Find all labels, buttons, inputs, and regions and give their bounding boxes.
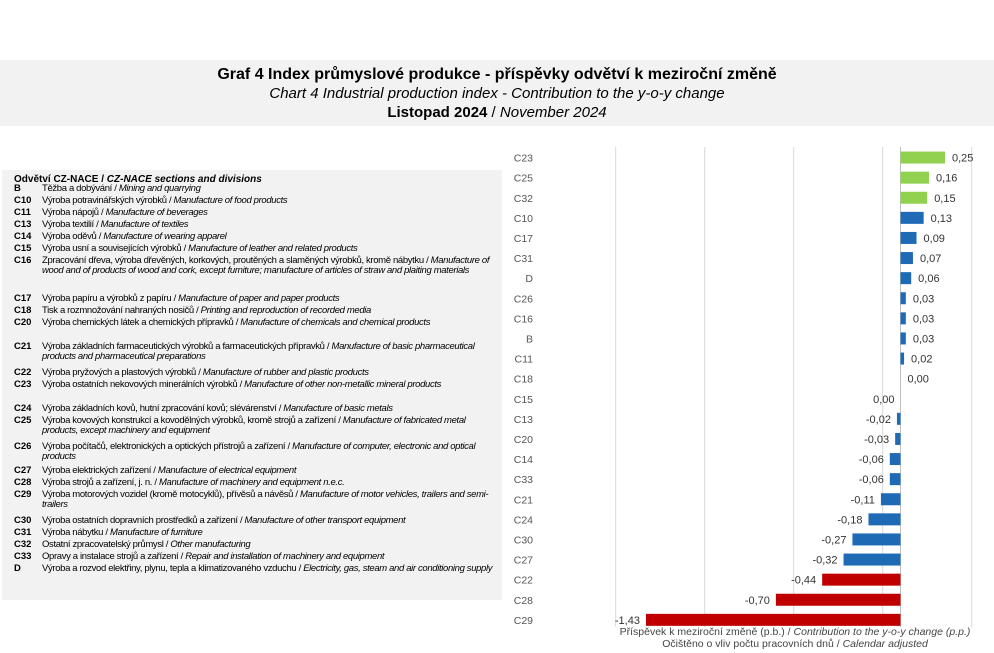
bar-c16 — [901, 312, 906, 324]
bar-c20 — [895, 433, 900, 445]
category-label-c21: C21 — [513, 494, 533, 507]
bar-c26 — [901, 292, 906, 304]
data-label-c10: 0,13 — [930, 212, 953, 225]
x-axis-label — [598, 626, 992, 638]
legend-description-en: Manufacture of fabricated metal products, except machinery and equipment — [42, 415, 466, 437]
legend-code: C26 — [14, 441, 32, 452]
bar-c24 — [868, 513, 900, 525]
category-label-c11: C11 — [514, 353, 533, 366]
data-label-c11: 0,02 — [911, 353, 933, 366]
bar-c27 — [844, 554, 901, 566]
data-label-c30: -0,27 — [821, 534, 847, 547]
legend-description-en: Manufacture of basic pharmaceutical products and pharmaceutical preparations — [42, 341, 475, 363]
calendar-note — [598, 638, 992, 650]
period-separator: / — [487, 104, 500, 121]
legend-code: D — [14, 563, 21, 574]
legend-code: C24 — [14, 403, 32, 414]
chart-footer — [598, 626, 992, 650]
legend-code: C31 — [14, 527, 32, 538]
legend-description-en: Manufacture of furniture — [110, 527, 203, 538]
legend-description-en: Manufacture of computer, electronic and optical products — [42, 441, 476, 463]
legend-description-en: Manufacture of machinery and equipment n.e.c. — [158, 477, 345, 488]
legend-description-cz: Výroba papíru a výrobků z papíru — [42, 293, 172, 304]
category-label-c27: C27 — [513, 554, 533, 567]
category-label-c23: C23 — [513, 152, 533, 165]
data-label-c13: -0,02 — [865, 413, 891, 426]
legend-description-cz: Výroba pryžových a plastových výrobků — [42, 367, 196, 378]
calendar-note-en: Calendar adjusted — [842, 638, 928, 650]
data-label-c23: 0,25 — [952, 152, 974, 165]
legend-code: C20 — [14, 317, 32, 328]
data-label-c32: 0,15 — [934, 192, 956, 205]
legend-description-en: Electricity, gas, steam and air conditioning supply — [303, 563, 493, 574]
legend-description-en: Manufacture of food products — [173, 195, 288, 206]
legend-code: C17 — [14, 293, 32, 304]
legend-description-en: Manufacture of rubber and plastic products — [202, 367, 369, 378]
legend-description-cz: Výroba chemických látek a chemických přípravků — [42, 317, 234, 328]
bar-c22 — [822, 574, 900, 586]
legend-description-cz: Výroba oděvů — [42, 231, 97, 242]
data-label-b: 0,03 — [912, 333, 935, 346]
category-label-c26: C26 — [513, 293, 533, 306]
legend-description-en: Manufacture of wood and of products of wood and cork, except furniture; manufacture of articles of straw and plaiting materials — [42, 255, 490, 277]
legend-code: C10 — [14, 195, 32, 206]
category-label-c29: C29 — [513, 614, 533, 627]
legend-description-en: Other manufacturing — [170, 539, 251, 550]
chart-title-cz: Graf 4 Index průmyslové produkce - příspěvky odvětví k meziroční změně — [217, 66, 777, 83]
legend-code: C23 — [14, 379, 32, 390]
legend-description-cz: Opravy a instalace strojů a zařízení — [42, 551, 179, 562]
data-label-c33: -0,06 — [858, 474, 884, 487]
chart-title-en: Chart 4 Industrial production index - Contribution to the y-o-y change — [269, 85, 725, 102]
legend-description-separator: / — [195, 367, 203, 378]
bar-c33 — [890, 473, 901, 485]
legend-description-separator: / — [166, 195, 174, 206]
category-label-c32: C32 — [513, 192, 533, 205]
bar-c14 — [890, 453, 901, 465]
bar-c31 — [901, 252, 913, 264]
legend-description-separator: / — [98, 207, 106, 218]
legend-heading-cz: Odvětví CZ-NACE — [14, 174, 99, 185]
legend-description-cz: Výroba nábytku — [42, 527, 104, 538]
bar-c25 — [901, 172, 929, 184]
category-label-c10: C10 — [513, 212, 533, 225]
legend-code: C27 — [14, 465, 32, 476]
legend-description-separator: / — [152, 477, 159, 488]
x-axis-label-cz: Příspěvek k meziroční změně (p.b.) — [619, 626, 785, 638]
legend-description-cz: Výroba textilií — [42, 219, 94, 230]
legend-description-cz: Výroba potravinářských výrobků — [42, 195, 167, 206]
legend-description-en: Manufacture of other transport equipment — [244, 515, 406, 526]
legend-description-en: Mining and quarrying — [118, 183, 201, 194]
legend-code: C16 — [14, 255, 32, 266]
data-label-c27: -0,32 — [812, 554, 838, 567]
legend-code: C32 — [14, 539, 32, 550]
legend-code: C18 — [14, 305, 32, 316]
legend-description-separator: / — [293, 489, 300, 500]
legend-description-cz: Ostatní zpracovatelský průmysl — [42, 539, 164, 550]
bar-b — [901, 332, 906, 344]
bar-c30 — [852, 533, 900, 545]
legend-description-separator: / — [96, 231, 104, 242]
legend-heading-en: CZ-NACE sections and divisions — [106, 174, 262, 185]
legend-description-en: Manufacture of basic metals — [283, 403, 393, 414]
bar-c32 — [901, 192, 928, 204]
legend-description-cz: Tisk a rozmnožování nahraných nosičů — [42, 305, 194, 316]
legend-code: C22 — [14, 367, 32, 378]
data-label-c25: 0,16 — [935, 172, 958, 185]
legend-description-cz: Výroba počítačů, elektronických a optických přístrojů a zařízení — [42, 441, 286, 452]
bar-d — [901, 272, 912, 284]
calendar-note-separator: / — [833, 638, 843, 650]
category-label-c25: C25 — [513, 172, 533, 185]
bar-c11 — [901, 353, 905, 365]
legend-description-en: Manufacture of motor vehicles, trailers and semi-trailers — [42, 489, 489, 511]
category-label-c33: C33 — [513, 474, 533, 487]
x-axis-label-en: Contribution to the y-o-y change (p.p.) — [793, 626, 971, 638]
data-label-c26: 0,03 — [912, 293, 935, 306]
legend-description-separator: / — [163, 539, 171, 550]
legend-code: C15 — [14, 243, 32, 254]
legend-description-en: Manufacture of leather and related products — [188, 243, 358, 254]
legend-code: C28 — [14, 477, 32, 488]
data-label-c24: -0,18 — [837, 514, 863, 527]
legend-description-separator: / — [151, 465, 158, 476]
category-label-c15: C15 — [513, 393, 533, 406]
bar-c23 — [901, 152, 946, 164]
calendar-note-cz: Očištěno o vliv počtu pracovních dnů — [662, 638, 834, 650]
legend-description-separator: / — [237, 515, 245, 526]
data-label-c22: -0,44 — [791, 574, 817, 587]
category-label-c24: C24 — [513, 514, 533, 527]
data-label-c31: 0,07 — [919, 253, 942, 266]
legend-code: C14 — [14, 231, 32, 242]
legend-description-en: Manufacture of electrical equipment — [157, 465, 297, 476]
legend-description-separator: / — [285, 441, 293, 452]
legend-description-en: Manufacture of textiles — [100, 219, 189, 230]
legend-code: C11 — [14, 207, 31, 218]
category-label-b: B — [525, 333, 533, 346]
legend-description-separator: / — [193, 305, 201, 316]
legend-description-separator: / — [324, 341, 332, 352]
legend-description-cz: Výroba nápojů — [42, 207, 99, 218]
legend-description-separator: / — [233, 317, 241, 328]
legend-description-en: Manufacture of beverages — [105, 207, 208, 218]
legend-heading-separator: / — [98, 174, 107, 185]
legend-description-cz: Zpracování dřeva, výroba dřevěných, korkových, proutěných a slaměných výrobků, kromě nábytku — [42, 255, 424, 266]
data-label-c15: 0,00 — [873, 393, 895, 406]
legend-description-cz: Výroba ostatních nekovových minerálních výrobků — [42, 379, 238, 390]
category-label-c17: C17 — [513, 232, 533, 245]
bar-c21 — [881, 493, 901, 505]
bar-c10 — [901, 212, 924, 224]
legend-description-en: Repair and installation of machinery and equipment — [185, 551, 385, 562]
period-en: November 2024 — [499, 104, 607, 121]
bar-c13 — [897, 413, 901, 425]
category-label-c14: C14 — [513, 454, 533, 467]
legend-description-separator: / — [237, 379, 245, 390]
legend-description-cz: Výroba motorových vozidel (kromě motocyklů), přívěsů a návěsů — [42, 489, 294, 500]
legend-description-cz: Výroba ostatních dopravních prostředků a zařízení — [42, 515, 238, 526]
data-label-c28: -0,70 — [744, 594, 770, 607]
data-label-c20: -0,03 — [864, 433, 890, 446]
legend-description-separator: / — [103, 527, 110, 538]
legend-description-cz: Výroba a rozvod elektřiny, plynu, tepla a klimatizovaného vzduchu — [42, 563, 297, 574]
legend-description-separator: / — [335, 415, 343, 426]
legend-description-cz: Výroba kovových konstrukcí a kovodělných výrobků, kromě strojů a zařízení — [42, 415, 336, 426]
legend-code: C25 — [14, 415, 32, 426]
legend-description-cz: Výroba základních farmaceutických výrobků a farmaceutických přípravků — [42, 341, 325, 352]
bar-c28 — [776, 594, 901, 606]
x-axis-label-separator: / — [784, 626, 794, 638]
data-label-c21: -0,11 — [850, 494, 875, 507]
data-label-d: 0,06 — [918, 273, 940, 286]
legend-description-cz: Výroba elektrických zařízení — [42, 465, 151, 476]
legend-description-cz: Těžba a dobývání — [42, 183, 112, 194]
category-label-c28: C28 — [513, 594, 533, 607]
legend-description-en: Printing and reproduction of recorded media — [200, 305, 371, 316]
legend-description-en: Manufacture of wearing apparel — [103, 231, 227, 242]
category-label-c13: C13 — [513, 413, 533, 426]
data-label-c17: 0,09 — [923, 232, 945, 245]
legend-code: C29 — [14, 489, 32, 500]
legend-description-separator: / — [171, 293, 179, 304]
category-label-c22: C22 — [513, 574, 533, 587]
period-cz: Listopad 2024 — [387, 104, 488, 121]
category-label-c30: C30 — [513, 534, 533, 547]
legend-description-cz: Výroba usní a souvisejících výrobků — [42, 243, 182, 254]
bar-c17 — [901, 232, 917, 244]
legend-description-en: Manufacture of paper and paper products — [178, 293, 340, 304]
legend-code: C30 — [14, 515, 32, 526]
category-label-c20: C20 — [513, 433, 533, 446]
legend-description-en: Manufacture of chemicals and chemical products — [240, 317, 431, 328]
legend-description-cz: Výroba základních kovů, hutní zpracování kovů; slévárenství — [42, 403, 277, 414]
legend-code: B — [14, 183, 21, 194]
bar-c29 — [646, 614, 901, 626]
legend-description-cz: Výroba strojů a zařízení, j. n. — [42, 477, 153, 488]
legend-description-en: Manufacture of other non-metallic mineral products — [244, 379, 442, 390]
category-label-c31: C31 — [513, 253, 533, 266]
legend-description-separator: / — [111, 183, 119, 194]
legend-description-separator: / — [423, 255, 431, 266]
legend-code: C21 — [14, 341, 32, 352]
legend-code: C33 — [14, 551, 32, 562]
legend-description-separator: / — [178, 551, 186, 562]
legend-description-separator: / — [181, 243, 189, 254]
legend-description-separator: / — [296, 563, 304, 574]
data-label-c16: 0,03 — [912, 313, 935, 326]
legend-code: C13 — [14, 219, 32, 230]
legend-description-separator: / — [93, 219, 101, 230]
data-label-c14: -0,06 — [858, 454, 884, 467]
category-label-c16: C16 — [513, 313, 533, 326]
legend-description-separator: / — [276, 403, 284, 414]
data-label-c29: -1,43 — [614, 614, 640, 627]
data-label-c18: 0,00 — [907, 373, 929, 386]
category-label-c18: C18 — [513, 373, 533, 386]
category-label-d: D — [525, 273, 533, 286]
